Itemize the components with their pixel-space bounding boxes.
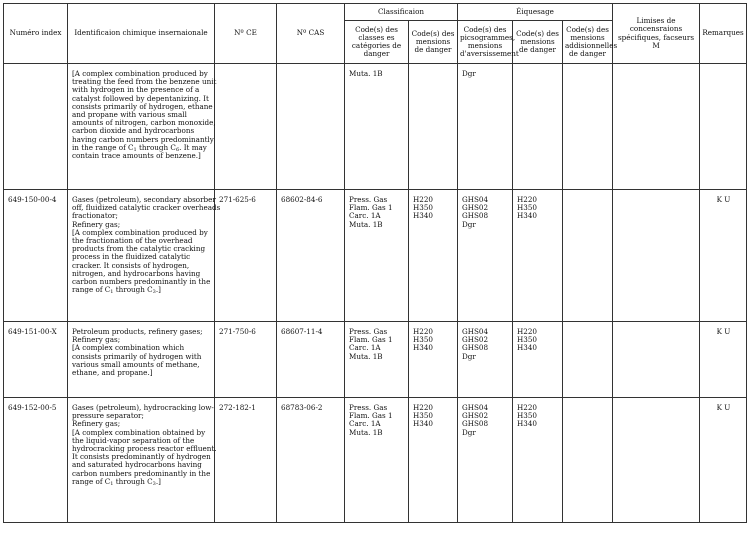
cell-supp-hazard bbox=[563, 322, 613, 398]
chem-line: process in the fluidized catalytic bbox=[72, 252, 191, 262]
cell-chemical-id bbox=[68, 398, 215, 523]
cell-class-codes bbox=[345, 322, 409, 398]
header-chemical-id: Identificaion chimique insernaionale bbox=[68, 4, 215, 64]
chem-line: the fractionation of the overhead bbox=[72, 236, 193, 246]
cell-ec-number: 272-182-1 bbox=[215, 398, 277, 523]
table-row bbox=[4, 322, 747, 398]
cell-cas-number: 68607-11-4 bbox=[277, 322, 345, 398]
cell-label-hazard-line: H350 bbox=[517, 335, 537, 345]
cell-label-hazard-line: H340 bbox=[517, 419, 537, 429]
header-ec-number: Nº CE bbox=[215, 4, 277, 64]
cell-remarks: K U bbox=[700, 190, 747, 322]
cell-class-codes-line: Carc. 1A bbox=[349, 343, 381, 353]
chem-line: [A complex combination produced by bbox=[72, 227, 208, 237]
cell-class-hazard-line: H350 bbox=[413, 411, 433, 421]
chem-line: consists primarily of hydrogen, ethane bbox=[72, 101, 213, 111]
cell-class-hazard bbox=[409, 64, 458, 190]
chem-line: Petroleum products, refinery gases; bbox=[72, 327, 203, 336]
cell-label-hazard-line: H340 bbox=[517, 343, 537, 353]
header-cas-number: Nº CAS bbox=[277, 4, 345, 64]
range-prefix: range of C bbox=[72, 285, 111, 295]
cell-label-hazard-line: H220 bbox=[517, 403, 537, 412]
cell-class-codes-line: Flam. Gas 1 bbox=[349, 411, 393, 421]
cell-class-codes-line: Muta. 1B bbox=[349, 427, 383, 437]
cell-class-hazard-line: H340 bbox=[413, 211, 433, 221]
chem-line: ethane, and propane.] bbox=[72, 368, 153, 378]
cell-class-hazard-line: H220 bbox=[413, 327, 433, 336]
chem-line: It consists predominantly of hydrogen bbox=[72, 452, 211, 462]
cell-class-codes-line: Muta. 1B bbox=[349, 219, 383, 229]
cell-pictograms-line: Dgr bbox=[462, 219, 476, 229]
cell-chemical-id bbox=[68, 190, 221, 322]
range-sub-start: 1 bbox=[133, 146, 137, 153]
cell-supp-hazard bbox=[563, 190, 613, 322]
range-sub-start: 1 bbox=[110, 480, 114, 487]
chem-line: the liquid-vapor separation of the bbox=[72, 435, 195, 445]
cell-pictograms-line: GHS02 bbox=[462, 335, 489, 345]
chem-line: treating the feed from the benzene unit bbox=[72, 77, 217, 87]
chem-line: fractionator; bbox=[72, 211, 118, 221]
cell-label-hazard-line: H220 bbox=[517, 327, 537, 336]
chem-range-line bbox=[72, 478, 211, 486]
chem-line: carbon numbers predominantly in the bbox=[72, 468, 211, 478]
cell-label-hazard bbox=[513, 322, 563, 398]
cell-supp-hazard bbox=[563, 64, 613, 190]
cell-pictograms-line: Dgr bbox=[462, 427, 476, 437]
cell-pictograms-line: GHS04 bbox=[462, 403, 489, 412]
header-supp-hazard: Code(s) des mensions addisionnelles de danger bbox=[563, 21, 613, 64]
header-labelling: Éiquesage bbox=[458, 4, 613, 21]
chem-line: various small amounts of methane, bbox=[72, 359, 200, 369]
cell-pictograms-line: GHS04 bbox=[462, 327, 489, 336]
table-row bbox=[4, 398, 747, 523]
chem-line: [A complex combination which bbox=[72, 343, 185, 353]
range-prefix: range of C bbox=[72, 476, 111, 486]
cell-index: 649-150-00-4 bbox=[4, 190, 68, 322]
hazard-classification-table bbox=[3, 3, 747, 523]
chem-line: and saturated hydrocarbons having bbox=[72, 460, 202, 470]
header-remarks: Remarques bbox=[700, 4, 747, 64]
chem-line: amounts of nitrogen, carbon monoxide, bbox=[72, 118, 216, 128]
cell-pictograms-line: GHS04 bbox=[462, 195, 489, 204]
chem-line: pressure separator; bbox=[72, 411, 144, 421]
chem-line: Refinery gas; bbox=[72, 219, 121, 229]
chem-line: and propane with various small bbox=[72, 110, 187, 120]
cell-chemical-id bbox=[68, 64, 215, 190]
cell-chemical-id bbox=[68, 322, 215, 398]
chem-line: nitrogen, and hydrocarbons having bbox=[72, 268, 201, 278]
range-sub-end: 6 bbox=[175, 146, 180, 153]
cell-label-hazard-line: H350 bbox=[517, 411, 537, 421]
chem-line: carbon dioxide and hydrocarbons bbox=[72, 126, 195, 136]
cell-label-hazard-line: H220 bbox=[517, 195, 537, 204]
cell-class-codes bbox=[345, 190, 409, 322]
chem-line: Gases (petroleum), secondary absorber bbox=[72, 195, 216, 204]
cell-cas-number bbox=[277, 64, 345, 190]
cell-class-hazard bbox=[409, 190, 458, 322]
cell-limits bbox=[613, 322, 700, 398]
header-class-hazard: Code(s) des mensions de danger bbox=[409, 21, 458, 64]
chem-line: Refinery gas; bbox=[72, 419, 121, 429]
cell-pictograms-line: GHS08 bbox=[462, 419, 489, 429]
cell-class-codes-line: Flam. Gas 1 bbox=[349, 203, 393, 213]
range-sub-end: 3 bbox=[152, 289, 156, 296]
table-row bbox=[4, 190, 747, 322]
range-mid: through C bbox=[136, 142, 176, 152]
cell-cas-number: 68783-06-2 bbox=[277, 398, 345, 523]
cell-limits bbox=[613, 398, 700, 523]
range-suffix: . It may bbox=[179, 142, 207, 152]
chem-line: consists primarily of hydrogen with bbox=[72, 351, 202, 361]
chem-line: catalyst followed by depentanizing. It bbox=[72, 93, 209, 103]
cell-label-hazard bbox=[513, 398, 563, 523]
cell-class-codes-line: Press. Gas bbox=[349, 327, 388, 336]
header-label-hazard: Code(s) des mensions de danger bbox=[513, 21, 563, 64]
cell-pictograms-line: GHS02 bbox=[462, 203, 489, 213]
cell-index: 649-152-00-5 bbox=[4, 398, 68, 523]
cell-limits bbox=[613, 64, 700, 190]
chem-line: [A complex combination produced by bbox=[72, 69, 208, 78]
cell-ec-number: 271-625-6 bbox=[215, 190, 277, 322]
cell-pictograms-line: GHS08 bbox=[462, 211, 489, 221]
cell-pictograms bbox=[458, 398, 513, 523]
range-mid: through C bbox=[113, 476, 153, 486]
cell-class-hazard-line: H220 bbox=[413, 403, 433, 412]
chem-line: products from the catalytic cracking bbox=[72, 244, 206, 254]
chem-line: having carbon numbers predominantly bbox=[72, 134, 214, 144]
range-sub-end: 3 bbox=[152, 480, 156, 487]
range-sub-start: 1 bbox=[110, 289, 114, 296]
cell-pictograms-line: GHS02 bbox=[462, 411, 489, 421]
chem-line: hydrocracking process reactor effluent. bbox=[72, 444, 217, 454]
chem-range-line bbox=[72, 286, 211, 294]
cell-limits bbox=[613, 190, 700, 322]
header-index: Numéro index bbox=[4, 4, 68, 64]
cell-class-codes-line: Flam. Gas 1 bbox=[349, 335, 393, 345]
cell-class-hazard bbox=[409, 398, 458, 523]
header-classification: Classificaion bbox=[345, 4, 458, 21]
range-suffix: .] bbox=[155, 285, 161, 295]
cell-index bbox=[4, 64, 68, 190]
range-mid: through C bbox=[113, 285, 153, 295]
cell-label-hazard-line: H350 bbox=[517, 203, 537, 213]
cell-class-hazard-line: H220 bbox=[413, 195, 433, 204]
cell-class-codes-line: Muta. 1B bbox=[349, 69, 383, 78]
cell-class-codes-line: Muta. 1B bbox=[349, 351, 383, 361]
cell-remarks: K U bbox=[700, 398, 747, 523]
table-row bbox=[4, 64, 747, 190]
chem-line: off, fluidized catalytic cracker overheads bbox=[72, 203, 221, 213]
cell-class-hazard-line: H350 bbox=[413, 335, 433, 345]
cell-ec-number bbox=[215, 64, 277, 190]
cell-class-hazard-line: H340 bbox=[413, 419, 433, 429]
cell-ec-number: 271-750-6 bbox=[215, 322, 277, 398]
range-prefix: in the range of C bbox=[72, 142, 134, 152]
header-class-codes: Code(s) des classes es catégories de danger bbox=[345, 21, 409, 64]
chem-line: contain trace amounts of benzene.] bbox=[72, 151, 201, 161]
range-suffix: .] bbox=[155, 476, 161, 486]
chem-line: cracker. It consists of hydrogen, bbox=[72, 260, 190, 270]
chem-line: Gases (petroleum), hydrocracking low- bbox=[72, 403, 214, 412]
cell-pictograms bbox=[458, 190, 513, 322]
cell-pictograms-line: GHS08 bbox=[462, 343, 489, 353]
chem-line: [A complex combination obtained by bbox=[72, 427, 206, 437]
chem-line: Refinery gas; bbox=[72, 335, 121, 345]
cell-class-codes-line: Press. Gas bbox=[349, 403, 388, 412]
cell-remarks bbox=[700, 64, 747, 190]
cell-pictograms bbox=[458, 64, 513, 190]
cell-class-codes bbox=[345, 64, 409, 190]
cell-label-hazard-line: H340 bbox=[517, 211, 537, 221]
cell-remarks: K U bbox=[700, 322, 747, 398]
chem-line: carbon numbers predominantly in the bbox=[72, 277, 211, 287]
cell-pictograms-line: Dgr bbox=[462, 69, 476, 78]
cell-cas-number: 68602-84-6 bbox=[277, 190, 345, 322]
header-pictogram-codes: Code(s) des picsogrammes, mensions d'aversissement bbox=[458, 21, 513, 64]
cell-pictograms bbox=[458, 322, 513, 398]
chem-line: with hydrogen in the presence of a bbox=[72, 85, 200, 95]
cell-label-hazard bbox=[513, 190, 563, 322]
cell-class-codes bbox=[345, 398, 409, 523]
cell-supp-hazard bbox=[563, 398, 613, 523]
header-limits: Limises de concensraions spécifiques, facseurs M bbox=[613, 4, 700, 64]
cell-pictograms-line: Dgr bbox=[462, 351, 476, 361]
cell-class-codes-line: Carc. 1A bbox=[349, 419, 381, 429]
cell-index: 649-151-00-X bbox=[4, 322, 68, 398]
cell-class-hazard bbox=[409, 322, 458, 398]
cell-class-hazard-line: H340 bbox=[413, 343, 433, 353]
cell-class-hazard-line: H350 bbox=[413, 203, 433, 213]
cell-label-hazard bbox=[513, 64, 563, 190]
cell-class-codes-line: Press. Gas bbox=[349, 195, 388, 204]
cell-class-codes-line: Carc. 1A bbox=[349, 211, 381, 221]
